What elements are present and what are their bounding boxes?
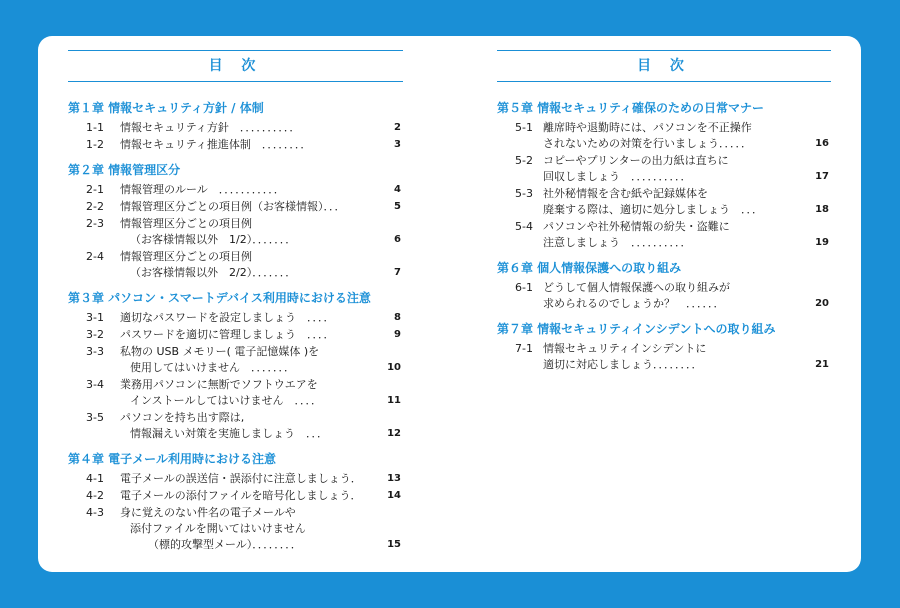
toc-sheet xyxy=(38,36,861,572)
page-number: 20 xyxy=(815,298,829,309)
entry-number: 2-4 xyxy=(86,250,104,263)
entry-title-line: 離席時や退勤時には、パソコンを不正操作 xyxy=(543,121,752,134)
entry-title-line: パスワードを適切に管理しましょう ．．．． xyxy=(120,328,335,341)
chapter-heading[interactable]: 第７章 情報セキュリティインシデントへの取り組み xyxy=(497,322,776,336)
entry-title-line: コピーやプリンターの出力紙は直ちに xyxy=(543,154,729,167)
chapter-heading[interactable]: 第２章 情報管理区分 xyxy=(68,163,181,177)
toc-entries xyxy=(68,100,403,554)
entry-title-line: 情報管理区分ごとの項目例 xyxy=(120,217,252,230)
entry-title-line: 業務用パソコンに無断でソフトウエアを xyxy=(120,378,318,391)
page-number: 11 xyxy=(387,395,401,406)
entry-number: 3-3 xyxy=(86,345,104,358)
entry-title-line: 注意しましょう ．．．．．．．．．． xyxy=(543,236,692,249)
entry-title-line: 適切に対応しましょう．．．．．．．． xyxy=(543,358,703,371)
entry-number: 5-4 xyxy=(515,220,533,233)
page-number: 18 xyxy=(815,204,829,215)
entry-title-line: パソコンや社外秘情報の紛失・盗難に xyxy=(543,220,730,233)
toc-entry[interactable] xyxy=(68,344,403,376)
entry-title-line: 電子メールの誤送信・誤添付に注意しましょう． xyxy=(120,472,362,485)
entry-number: 2-1 xyxy=(86,183,104,196)
entry-title-line: パソコンを持ち出す際は, xyxy=(120,411,245,424)
entry-number: 5-1 xyxy=(515,121,533,134)
entry-title-line: 廃棄する際は、適切に処分しましょう ．．． xyxy=(543,203,763,216)
entry-title-line: （お客様情報以外 2/2）．．．．．．． xyxy=(130,266,297,279)
page-number: 3 xyxy=(394,139,401,150)
entry-title-line: 情報管理区分ごとの項目例（お客様情報）．．． xyxy=(120,200,346,213)
page-number: 16 xyxy=(815,138,829,149)
entry-title-line: 情報セキュリティインシデントに xyxy=(543,342,707,355)
page-number: 7 xyxy=(394,267,401,278)
entry-title-line: （お客様情報以外 1/2）．．．．．．． xyxy=(130,233,297,246)
toc-entry[interactable] xyxy=(68,137,403,153)
toc-entry[interactable] xyxy=(68,120,403,136)
entry-number: 5-2 xyxy=(515,154,533,167)
page-number: 17 xyxy=(815,171,829,182)
page-number: 10 xyxy=(387,362,401,373)
entry-number: 2-2 xyxy=(86,200,104,213)
entry-title-line: 身に覚えのない件名の電子メールや xyxy=(120,506,296,519)
entry-title-line: 情報セキュリティ推進体制 ．．．．．．．． xyxy=(120,138,312,151)
entry-title-line: 添付ファイルを開いてはいけません xyxy=(130,522,306,535)
entry-number: 4-2 xyxy=(86,489,104,502)
toc-entries xyxy=(497,100,831,374)
chapter-heading[interactable]: 第６章 個人情報保護への取り組み xyxy=(497,261,682,275)
page-number: 8 xyxy=(394,312,401,323)
entry-number: 3-5 xyxy=(86,411,104,424)
entry-number: 3-2 xyxy=(86,328,104,341)
page-number: 6 xyxy=(394,234,401,245)
toc-entry[interactable] xyxy=(68,488,403,504)
toc-entry[interactable] xyxy=(68,410,403,442)
chapter-heading[interactable]: 第３章 パソコン・スマートデバイス利用時における注意 xyxy=(68,291,371,305)
entry-title-line: 求められるのでしょうか？ ．．．．．． xyxy=(543,297,725,310)
entry-number: 3-4 xyxy=(86,378,104,391)
toc-entry[interactable] xyxy=(68,182,403,198)
chapter-heading[interactable]: 第１章 情報セキュリティ方針 / 体制 xyxy=(68,101,264,115)
page-number: 4 xyxy=(394,184,401,195)
toc-entry[interactable] xyxy=(68,216,403,248)
entry-number: 4-1 xyxy=(86,472,104,485)
entry-title-line: されないための対策を行いましょう．．．．． xyxy=(543,137,752,150)
page-number: 13 xyxy=(387,473,401,484)
page-number: 5 xyxy=(394,201,401,212)
entry-title-line: どうして個人情報保護への取り組みが xyxy=(543,281,730,294)
toc-entry[interactable] xyxy=(68,471,403,487)
toc-entry[interactable] xyxy=(497,153,831,185)
entry-title-line: 社外秘情報を含む紙や記録媒体を xyxy=(543,187,708,200)
entry-number: 3-1 xyxy=(86,311,104,324)
entry-title-line: 私物の USB メモリー( 電子記憶媒体 )を xyxy=(120,345,320,358)
toc-title: 目 次 xyxy=(497,50,831,82)
entry-title-line: 情報漏えい対策を実施しましょう ．．． xyxy=(130,427,328,440)
entry-number: 1-2 xyxy=(86,138,104,151)
page-number: 9 xyxy=(394,329,401,340)
page-number: 2 xyxy=(394,122,401,133)
page-number: 21 xyxy=(815,359,829,370)
entry-title-line: インストールしてはいけません ．．．． xyxy=(130,394,322,407)
page-number: 14 xyxy=(387,490,401,501)
toc-entry[interactable] xyxy=(68,377,403,409)
page-number: 12 xyxy=(387,428,401,439)
entry-number: 6-1 xyxy=(515,281,533,294)
toc-entry[interactable] xyxy=(497,280,831,312)
toc-entry[interactable] xyxy=(497,341,831,373)
toc-entry[interactable] xyxy=(68,505,403,553)
entry-title-line: 適切なパスワードを設定しましょう ．．．． xyxy=(120,311,335,324)
chapter-heading[interactable]: 第５章 情報セキュリティ確保のための日常マナー xyxy=(497,101,764,115)
toc-entry[interactable] xyxy=(68,310,403,326)
entry-number: 5-3 xyxy=(515,187,533,200)
entry-title-line: 情報セキュリティ方針 ．．．．．．．．．． xyxy=(120,121,301,134)
toc-entry[interactable] xyxy=(497,186,831,218)
entry-number: 7-1 xyxy=(515,342,533,355)
entry-number: 1-1 xyxy=(86,121,104,134)
entry-number: 4-3 xyxy=(86,506,104,519)
chapter-heading[interactable]: 第４章 電子メール利用時における注意 xyxy=(68,452,276,466)
toc-entry[interactable] xyxy=(497,219,831,251)
entry-number: 2-3 xyxy=(86,217,104,230)
entry-title-line: 情報管理のルール ．．．．．．．．．．． xyxy=(120,183,285,196)
entry-title-line: 電子メールの添付ファイルを暗号化しましょう． xyxy=(120,489,362,502)
page-number: 19 xyxy=(815,237,829,248)
toc-entry[interactable] xyxy=(68,199,403,215)
entry-title-line: （標的攻撃型メール）．．．．．．．． xyxy=(148,538,302,551)
toc-entry[interactable] xyxy=(68,249,403,281)
page-number: 15 xyxy=(387,539,401,550)
entry-title-line: 回収しましょう ．．．．．．．．．． xyxy=(543,170,692,183)
entry-title-line: 使用してはいけません ．．．．．．． xyxy=(130,361,295,374)
entry-title-line: 情報管理区分ごとの項目例 xyxy=(120,250,252,263)
toc-entry[interactable] xyxy=(68,327,403,343)
toc-entry[interactable] xyxy=(497,120,831,152)
toc-title: 目 次 xyxy=(68,50,403,82)
